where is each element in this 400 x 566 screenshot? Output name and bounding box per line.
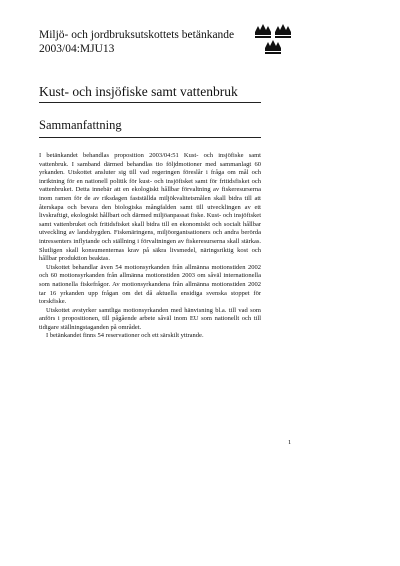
- paragraph: I betänkandet behandlas proposition 2003/04:51 Kust- och insjöfiske samt vattenbruk. I samband därmed behandlas tio följdmotioner med sammanlagt 60 yrkanden. Utskottet ansluter sig till vad regeringen föreslår i fråga om mål och inriktning för en nationell politik för kust- och insjöfisket samt för fritidsfisket och vattenbruket. Detta innebär att en ekologiskt hållbar förvaltning av fiskeresurserna inom ramen för de av riksdagen fastställda miljökvalitetsmålen skall bidra till att återskapa och bevara den biologiska mångfalden samt till utvecklingen av ett livskraftigt, ekologiskt hållbart och därmed miljöanpassat fiske. Kust- och insjöfisket samt vattenbruket och fritidsfisket skall bidra till en ekonomiskt och socialt hållbar utveckling av landsbygden. Fiskenäringens, miljöorganisationers och andra berörda intressenters inflytande och ställning i förvaltningen av fiskeresurserna skall stärkas. Slutligen skall konsumenternas krav på säkra livsmedel, näringsriktig kost och hållbar produktion beaktas.: [39, 152, 261, 263]
- page-number: 1: [288, 439, 292, 446]
- report-number: 2003/04:MJU13: [39, 43, 115, 55]
- section-title: Kust- och insjöfiske samt vattenbruk: [39, 84, 238, 99]
- paragraph: Utskottet behandlar även 54 motionsyrkanden från allmänna motionstiden 2002 och 60 motionsyrkanden från allmänna motionstiden 2003 om såväl internationella som nationella fiskefrågor. Av motionsyrkandena från allmänna motionstiden 2002 tar 16 yrkanden upp frågan om det då aktuella ensidiga svenska stoppet för torskfiske.: [39, 263, 261, 306]
- summary-divider: [39, 137, 261, 138]
- paragraph: I betänkandet finns 54 reservationer och ett särskilt yttrande.: [46, 332, 204, 340]
- three-crowns-icon: [253, 22, 293, 56]
- summary-heading: Sammanfattning: [39, 118, 122, 132]
- document-header: [39, 28, 279, 56]
- section-divider: [39, 102, 261, 103]
- summary-body: [39, 152, 261, 341]
- committee-report-title: Miljö- och jordbruksutskottets betänkande: [39, 29, 235, 41]
- paragraph: Utskottet avstyrker samtliga motionsyrkanden med hänvisning bl.a. till vad som anförs i propositionen, till pågående arbete såväl inom EU som nationellt och till tidigare ställningstaganden på området.: [39, 306, 261, 331]
